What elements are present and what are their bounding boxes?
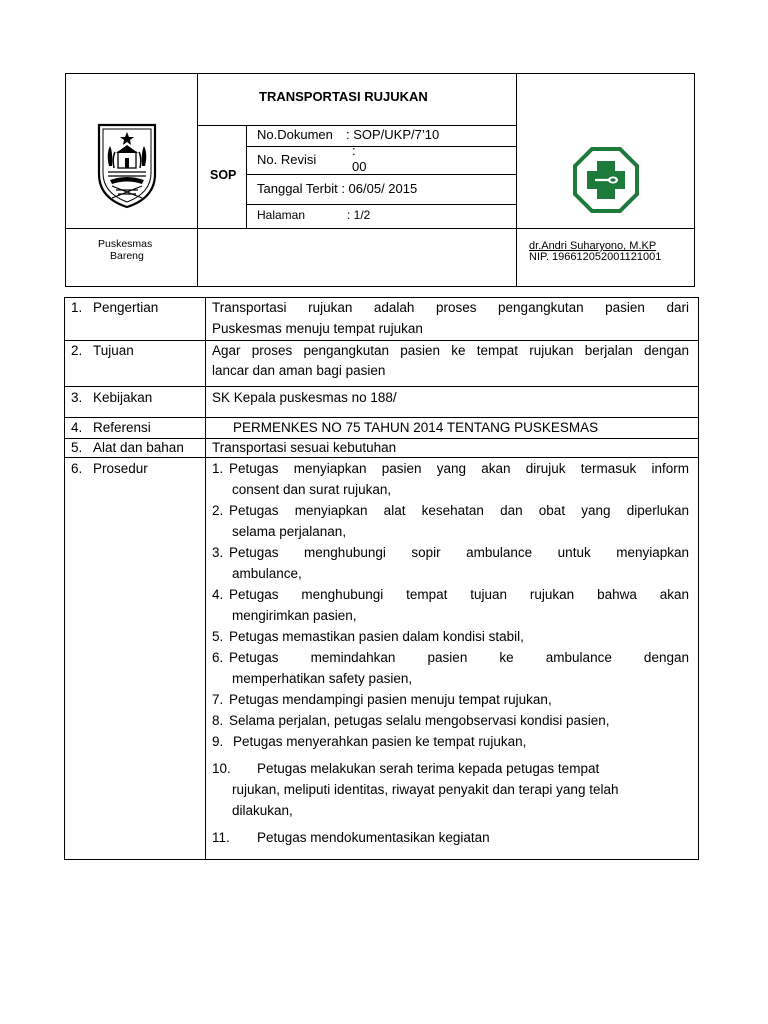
step-number: 10. (212, 761, 231, 776)
header-divider (66, 228, 694, 229)
puskesmas-cross-icon (573, 147, 639, 213)
document-title: TRANSPORTASI RUJUKAN (259, 89, 428, 104)
header-divider (246, 204, 516, 205)
header-divider (246, 174, 516, 175)
header-divider (246, 126, 247, 229)
tujuan-text-line: Agar proses pengangkutan pasien ke tempat rujukan berjalan dengan (212, 343, 689, 358)
row-divider (65, 438, 698, 439)
step-text-continued: mengirimkan pasien, (232, 608, 357, 623)
step-text-continued: memperhatikan safety pasien, (232, 671, 413, 686)
step-text-continued: rujukan, meliputi identitas, riwayat penyakit dan terapi yang telah (232, 782, 619, 797)
org-name-line1: Puskesmas (98, 238, 153, 250)
column-divider (205, 298, 206, 859)
row-divider (65, 340, 698, 341)
tanggal-terbit: Tanggal Terbit : 06/05/ 2015 (257, 181, 418, 196)
pengertian-text-line: Puskesmas menuju tempat rujukan (212, 321, 423, 336)
sop-content-table (64, 297, 699, 860)
kebijakan-text: SK Kepala puskesmas no 188/ (212, 390, 397, 405)
step-text: Petugas menyiapkan alat kesehatan dan obat yang diperlukan (229, 503, 689, 518)
no-revisi-label: No. Revisi (257, 152, 317, 167)
signer-name: dr.Andri Suharyono, M.KP (529, 240, 657, 252)
step-text: Petugas menyiapkan pasien yang akan dirujuk termasuk inform (229, 461, 689, 476)
step-text: Petugas menghubungi tempat tujuan rujukan bahwa akan (229, 587, 689, 602)
step-number: 1. (212, 461, 224, 476)
step-number: 3. (212, 545, 224, 560)
halaman-label: Halaman (257, 208, 306, 222)
org-name-line2: Bareng (110, 250, 144, 262)
step-text: Petugas memastikan pasien dalam kondisi stabil, (229, 629, 524, 644)
step-text: Petugas melakukan serah terima kepada petugas tempat (257, 761, 600, 776)
step-text: Petugas menyerahkan pasien ke tempat rujukan, (233, 734, 527, 749)
step-text-continued: selama perjalanan, (232, 524, 347, 539)
row-label-alat-dan-bahan: 5. Alat dan bahan (71, 440, 184, 455)
step-text: Petugas memindahkan pasien ke ambulance dengan (229, 650, 689, 665)
no-revisi-colon: : (352, 143, 356, 158)
header-divider (197, 74, 198, 286)
header-divider (516, 74, 517, 286)
step-number: 9. (212, 734, 224, 749)
row-label-prosedur: 6. Prosedur (71, 461, 148, 476)
regency-crest-icon (96, 122, 158, 210)
header-divider (197, 125, 516, 126)
row-divider (65, 457, 698, 458)
step-text: Selama perjalan, petugas selalu mengobservasi kondisi pasien, (229, 713, 610, 728)
sop-header-table (65, 73, 695, 287)
step-text: Petugas mendampingi pasien menuju tempat rujukan, (229, 692, 552, 707)
alat-dan-bahan-text: Transportasi sesuai kebutuhan (212, 440, 397, 455)
halaman-value: : 1/2 (347, 208, 371, 222)
step-number: 4. (212, 587, 224, 602)
tujuan-text-line: lancar dan aman bagi pasien (212, 363, 386, 378)
row-label-tujuan: 2. Tujuan (71, 343, 134, 358)
step-text: Petugas mendokumentasikan kegiatan (257, 830, 490, 845)
step-text-continued: ambulance, (232, 566, 302, 581)
signer-nip: NIP. 196612052001121001 (529, 251, 662, 263)
step-text-continued: dilakukan, (232, 803, 293, 818)
step-number: 6. (212, 650, 224, 665)
step-number: 5. (212, 629, 224, 644)
step-number: 8. (212, 713, 224, 728)
row-label-pengertian: 1. Pengertian (71, 300, 159, 315)
no-dokumen-label: No.Dokumen (257, 127, 333, 142)
referensi-text: PERMENKES NO 75 TAHUN 2014 TENTANG PUSKESMAS (233, 420, 599, 435)
step-text-continued: consent dan surat rujukan, (232, 482, 392, 497)
sop-label: SOP (210, 168, 237, 182)
no-revisi-value: 00 (352, 159, 367, 174)
step-number: 11. (212, 830, 230, 845)
row-label-referensi: 4. Referensi (71, 420, 151, 435)
row-label-kebijakan: 3. Kebijakan (71, 390, 153, 405)
step-text: Petugas menghubungi sopir ambulance untuk menyiapkan (229, 545, 689, 560)
step-number: 2. (212, 503, 224, 518)
no-dokumen-value: : SOP/UKP/7’10 (346, 127, 440, 142)
row-divider (65, 417, 698, 418)
row-divider (65, 386, 698, 387)
step-number: 7. (212, 692, 224, 707)
header-divider (246, 146, 516, 147)
pengertian-text-line: Transportasi rujukan adalah proses pengangkutan pasien dari (212, 300, 689, 315)
